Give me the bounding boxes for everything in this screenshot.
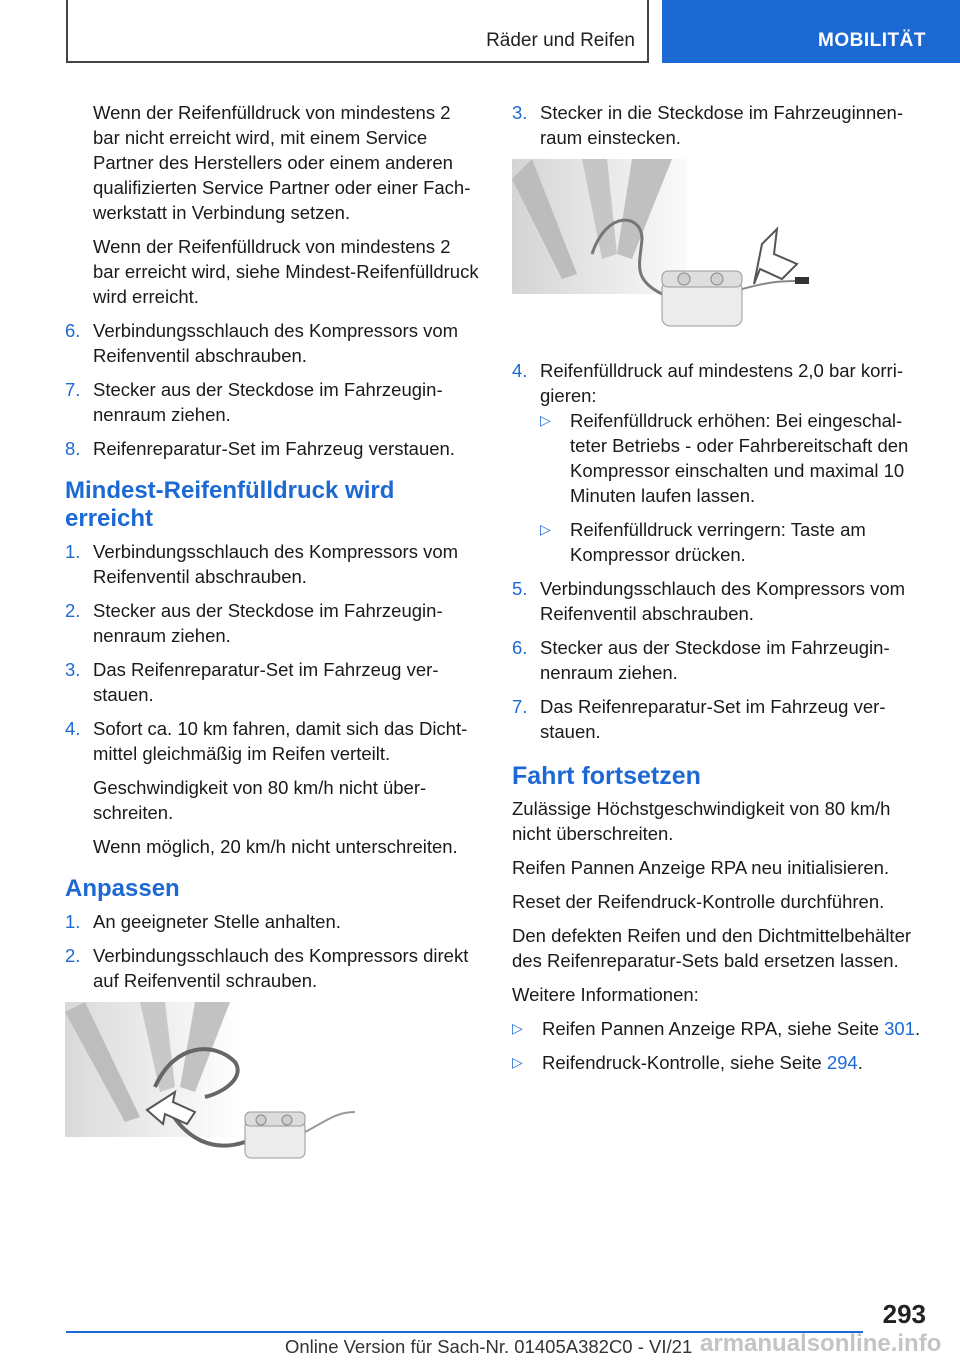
step-text: Das Reifenreparatur-Set im Fahrzeug verstauen. [93,659,439,705]
step-number: 1. [65,541,81,562]
chapter-title: Räder und Reifen [486,30,635,51]
bullet-item [540,408,932,508]
page-number: 293 [882,1299,926,1329]
list-item [512,576,932,626]
bullet-text: Reifendruck-Kontrolle, siehe Seite [542,1052,827,1073]
list-item [65,657,480,707]
list-item [512,100,932,150]
section-heading-continue-driving: Fahrt fortsetzen [512,762,701,790]
header-chapter-box [66,0,649,63]
body-paragraph: Reset der Reifendruck-Kontrolle durchführen. [512,891,885,912]
step-number: 3. [512,102,528,123]
bullet-suffix: . [857,1052,863,1073]
step-number: 3. [65,659,81,680]
intro-paragraph: Wenn der Reifenfülldruck von mindestens 2 bar erreicht wird, siehe Mindest-Reifenfülldruck wird erreicht. [93,236,479,307]
info-list [512,1016,932,1075]
step-number: 7. [512,696,528,717]
step-text: Stecker aus der Steckdose im Fahrzeuginnenraum ziehen. [540,637,890,683]
bullet-item [512,1050,932,1075]
body-paragraph: Zulässige Höchstgeschwindigkeit von 80 km/h nicht überschreiten. [512,798,891,844]
step-text: Sofort ca. 10 km fahren, damit sich das Dichtmittel gleichmäßig im Reifen verteilt. [93,718,468,764]
step-number: 7. [65,379,81,400]
step-number: 4. [512,360,528,381]
body-paragraph: Den defekten Reifen und den Dichtmittelbehälter des Reifenreparatur-Sets bald ersetzen lassen. [512,925,912,971]
step-number: 5. [512,578,528,599]
step-text: Verbindungsschlauch des Kompressors direkt auf Reifenventil schrauben. [93,945,469,991]
step-list [512,100,932,150]
step-text: Stecker aus der Steckdose im Fahrzeuginnenraum ziehen. [93,379,443,425]
step-number: 6. [512,637,528,658]
bullet-item [540,517,932,567]
step-text: Verbindungsschlauch des Kompressors vom Reifenventil abschrauben. [540,578,906,624]
step-text: Reifenreparatur-Set im Fahrzeug verstauen. [93,438,455,459]
intro-paragraph: Wenn der Reifenfülldruck von mindestens 2 bar nicht erreicht wird, mit einem Service Partner des Herstellers oder einem anderen qualifizierten Service Partner oder einer Fachwerkstatt in Verbindung setzen. [93,102,471,223]
step-list [65,909,480,993]
body-paragraph: Weitere Informationen: [512,984,699,1005]
footer-text: Online Version für Sach-Nr. 01405A382C0 - VI/21 [285,1336,693,1357]
bullet-text: Reifenfülldruck verringern: Taste am Kompressor drücken. [570,519,866,565]
bullet-list [540,408,932,567]
triangle-bullet-icon: ▷ [540,521,551,537]
step-text: Verbindungsschlauch des Kompressors vom Reifenventil abschrauben. [93,541,459,587]
step-note: Geschwindigkeit von 80 km/h nicht überschreiten. [93,777,427,823]
step-note: Wenn möglich, 20 km/h nicht unterschreiten. [93,836,458,857]
section-title: MOBILITÄT [818,30,926,51]
bullet-suffix: . [915,1018,921,1039]
list-item [65,318,480,368]
list-item [65,377,480,427]
step-list [65,318,480,461]
list-item [65,909,480,934]
step-number: 2. [65,945,81,966]
section-heading-adjust: Anpassen [65,875,180,902]
compressor-on-valve-illustration [65,1002,365,1167]
step-number: 1. [65,911,81,932]
body-paragraph: Reifen Pannen Anzeige RPA neu initialisieren. [512,857,890,878]
step-text: Stecker in die Steckdose im Fahrzeuginnenraum einstecken. [540,102,904,148]
triangle-bullet-icon: ▷ [540,412,551,428]
right-column [512,100,932,1084]
triangle-bullet-icon: ▷ [512,1020,523,1036]
step-list [65,539,480,859]
list-item [65,539,480,589]
header-section-tab [662,0,960,63]
list-item [512,635,932,685]
step-number: 2. [65,600,81,621]
step-text: An geeigneter Stelle anhalten. [93,911,341,932]
left-column [65,100,480,1181]
step-number: 6. [65,320,81,341]
plug-in-socket-illustration [512,159,812,344]
bullet-item [512,1016,932,1041]
list-item [65,598,480,648]
bullet-text: Reifenfülldruck erhöhen: Bei eingeschalteter Betriebs - oder Fahrbereitschaft den Kompressor einschalten und maximal 10 Minuten laufen lassen. [570,410,909,506]
list-item [512,358,932,567]
list-item [512,694,932,744]
step-text: Das Reifenreparatur-Set im Fahrzeug verstauen. [540,696,886,742]
step-number: 8. [65,438,81,459]
list-item [65,436,480,461]
page-link-301[interactable]: 301 [884,1018,916,1039]
step-number: 4. [65,718,81,739]
step-text: Verbindungsschlauch des Kompressors vom Reifenventil abschrauben. [93,320,459,366]
triangle-bullet-icon: ▷ [512,1054,523,1070]
watermark: armanualsonline.info [700,1330,942,1357]
list-item [65,943,480,993]
step-text: Reifenfülldruck auf mindestens 2,0 bar korrigieren: [540,360,903,406]
page-link-294[interactable]: 294 [826,1052,858,1073]
list-item [65,716,480,859]
step-list [512,358,932,744]
section-heading-min-pressure: Mindest-Reifenfülldruck wird erreicht [65,477,395,532]
step-text: Stecker aus der Steckdose im Fahrzeuginnenraum ziehen. [93,600,443,646]
bullet-text: Reifen Pannen Anzeige RPA, siehe Seite [542,1018,885,1039]
